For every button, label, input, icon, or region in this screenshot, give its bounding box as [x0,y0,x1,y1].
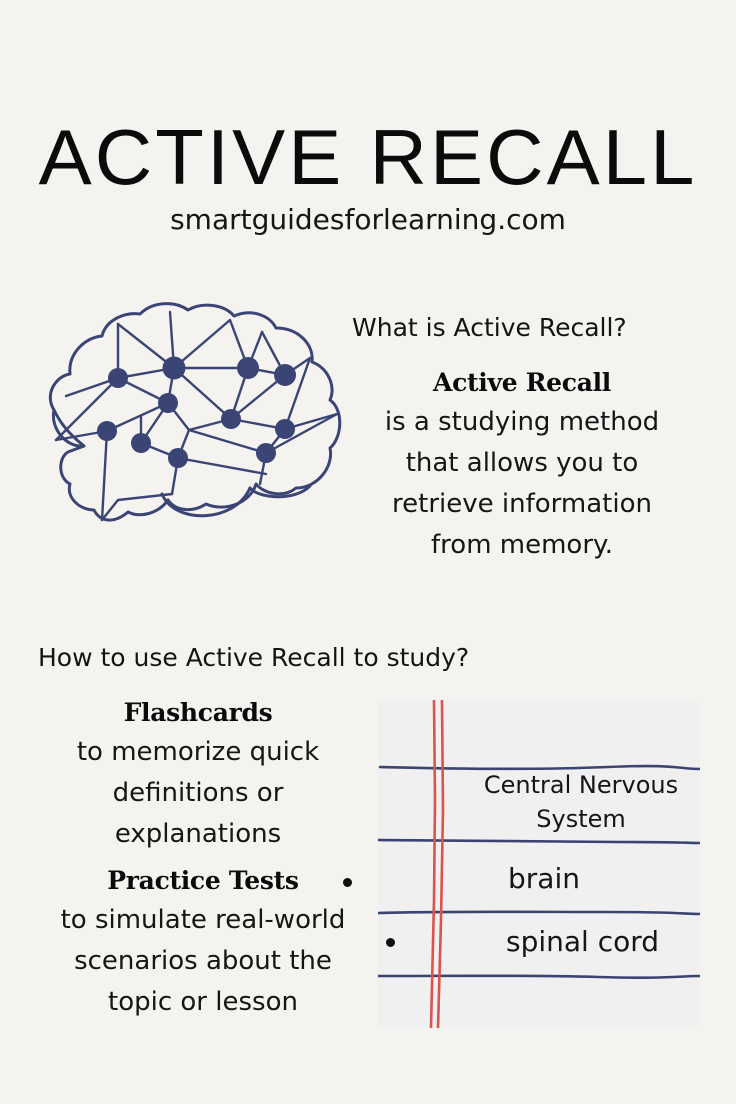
notebook-heading [466,768,696,836]
method-line: explanations [114,819,282,849]
method-line: to simulate real-world [60,905,346,935]
margin-lines [431,700,443,1028]
usage-question: How to use Active Recall to study? [38,643,470,672]
method-line: topic or lesson [108,987,298,1017]
method-line: to memorize quick [76,737,320,767]
definition-line: that allows you to [405,448,639,478]
definition-line: is a studying method [384,407,660,437]
definition-line: retrieve information [392,489,652,519]
bullet-icon [343,878,352,887]
definition-term: Active Recall [433,368,611,397]
method-line: definitions or [112,778,284,808]
method-practice-tests [30,862,376,1023]
definition-line: from memory. [431,530,613,560]
definition-block [348,364,696,566]
notebook-item-spinal-cord: spinal cord [506,925,660,958]
website-url: smartguidesforlearning.com [170,203,566,236]
brain-network-icon [44,298,344,533]
method-line: scenarios about the [74,946,332,976]
method-title: Flashcards [123,698,273,727]
page-title: ACTIVE RECALL [38,113,698,201]
notebook-item-brain: brain [508,862,580,895]
notebook-paper [378,700,700,1028]
notebook-heading-line: System [536,805,626,833]
method-flashcards [30,694,366,855]
bullet-icon [386,938,395,947]
method-title: Practice Tests [107,866,299,895]
definition-question: What is Active Recall? [352,313,627,342]
notebook-heading-line: Central Nervous [483,771,679,799]
